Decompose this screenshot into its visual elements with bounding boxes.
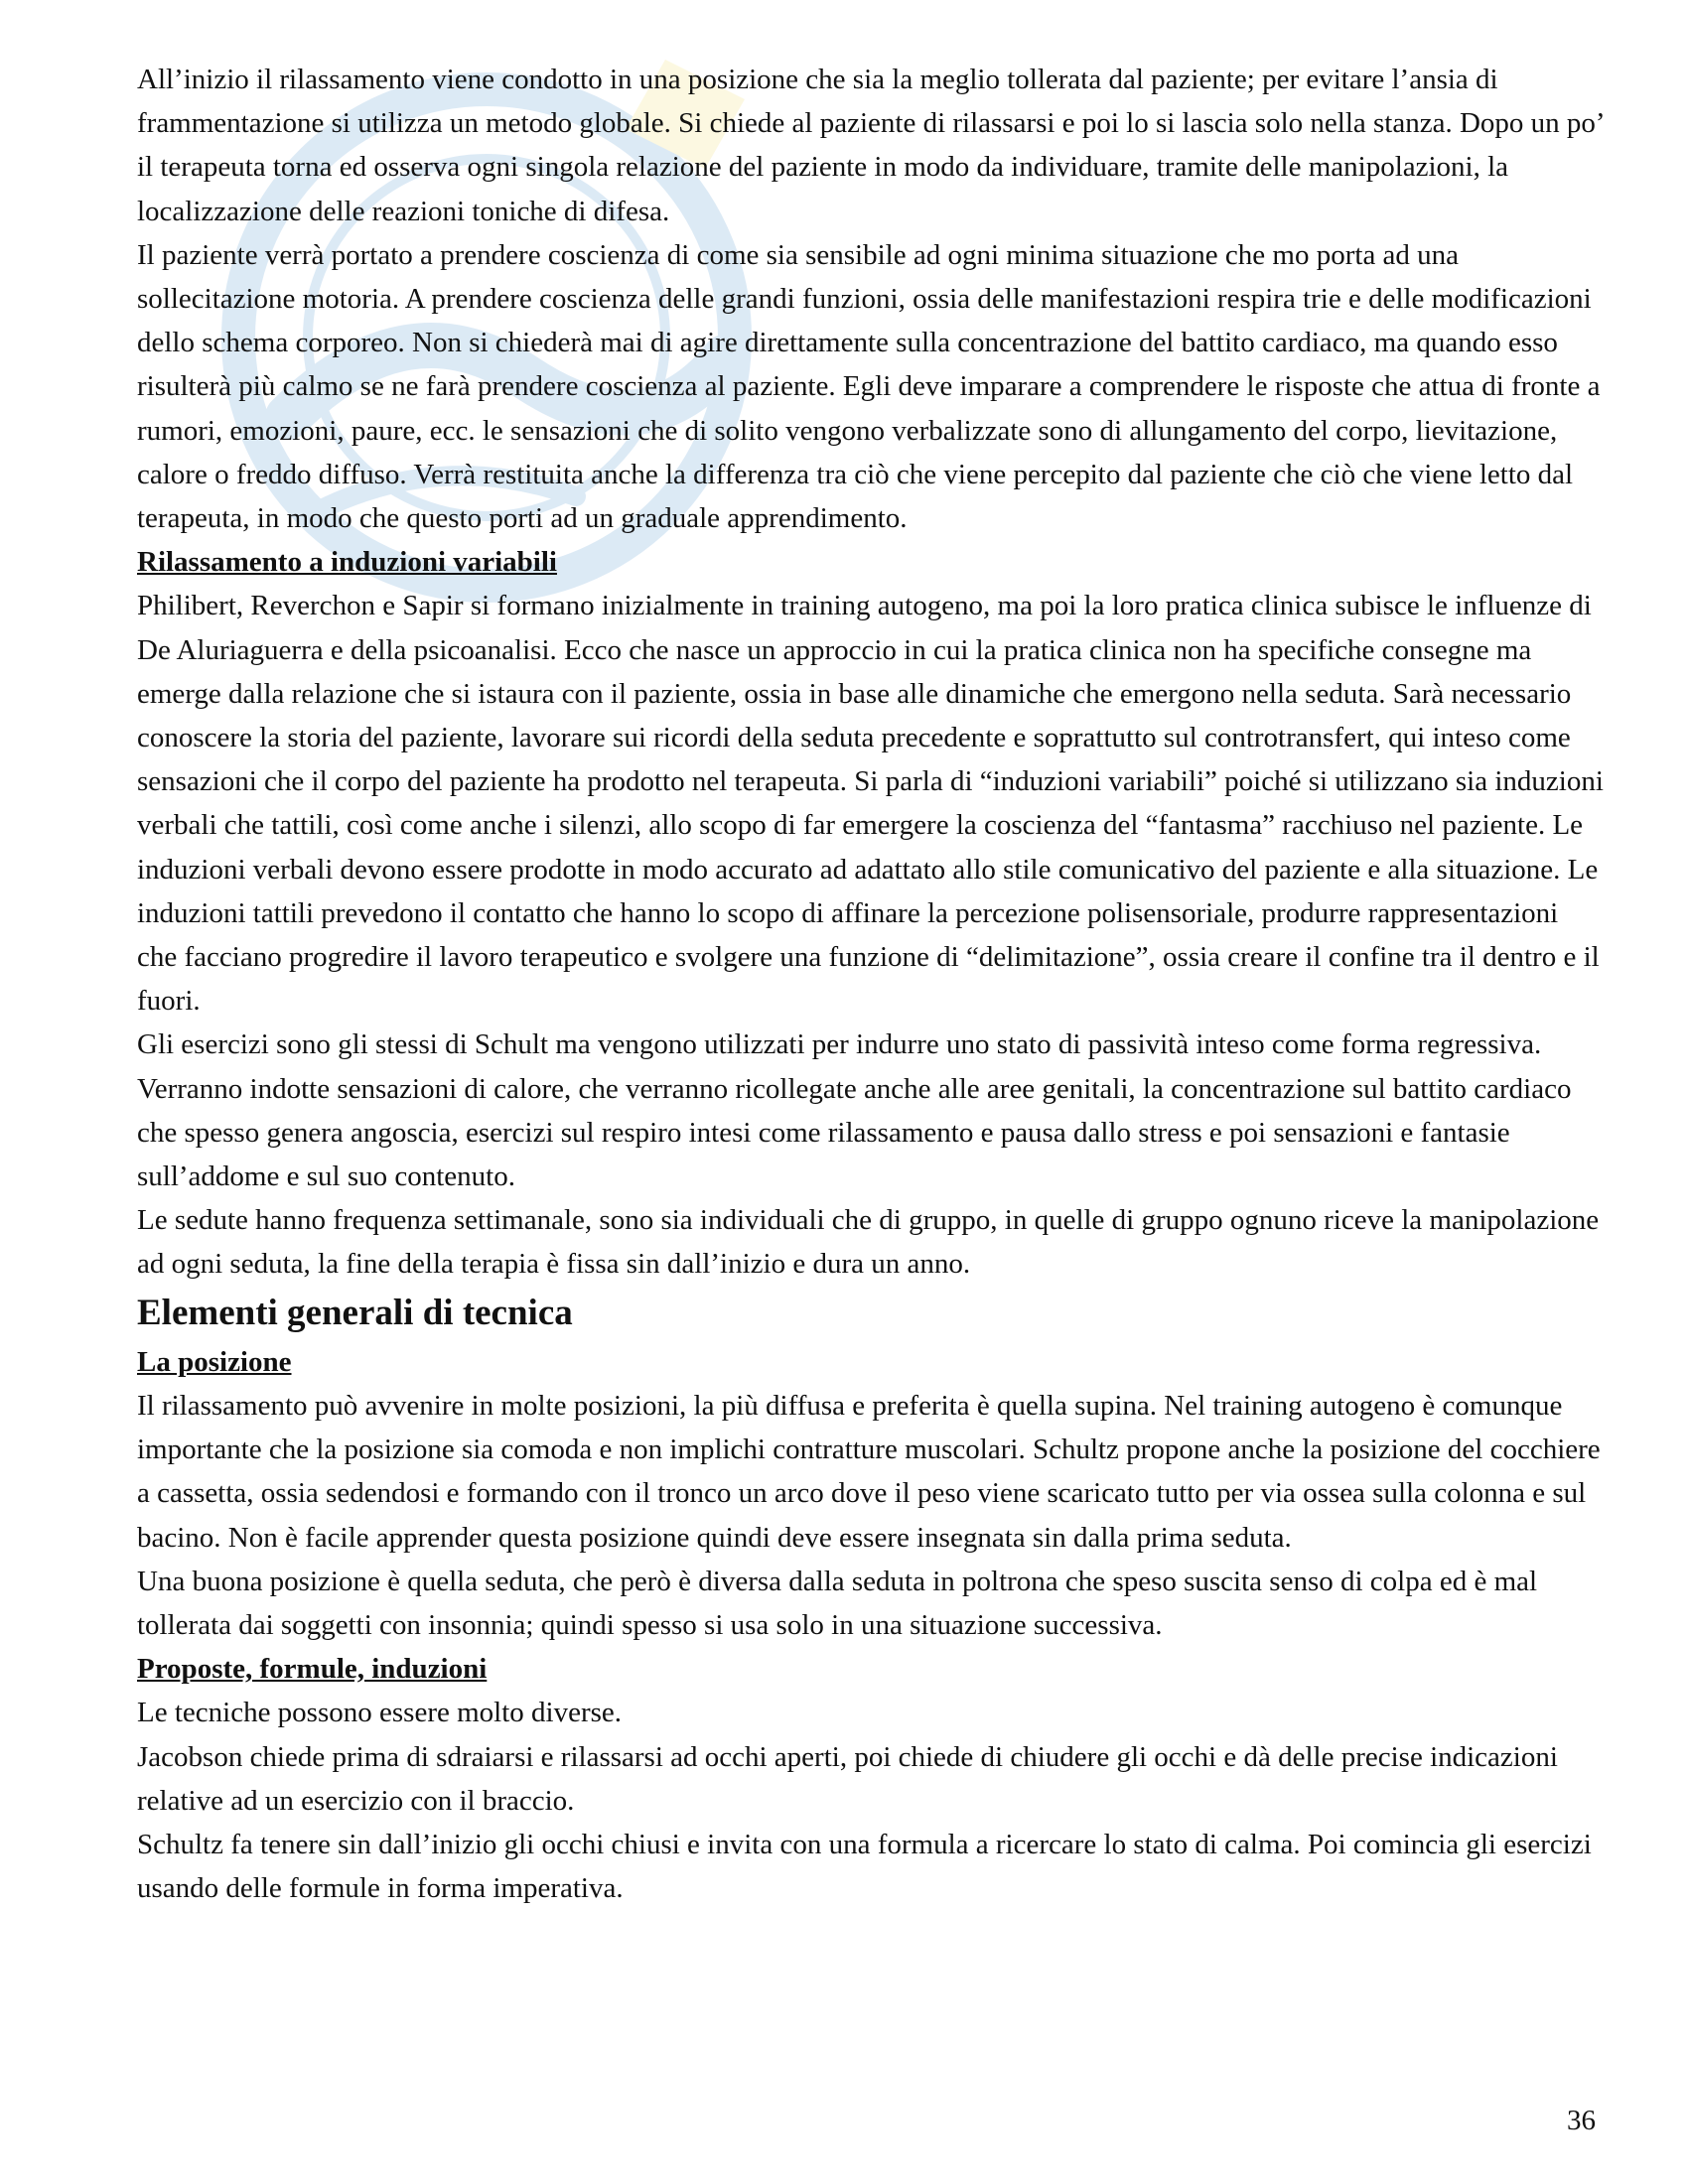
subheading-induzioni-variabili: Rilassamento a induzioni variabili (137, 546, 557, 579)
page-number: 36 (1567, 2105, 1596, 2136)
document-body (137, 58, 1605, 1910)
paragraph-posizioni: Il rilassamento può avvenire in molte posizioni, la più diffusa e preferita è quella supina. Nel training autogeno è comunque importante che la posizione sia comoda e non implichi contratture muscolari. Schultz propone anche la posizione del cocchiere a cassetta, ossia sedendosi e formando con il tronco un arco dove il peso viene scaricato tutto per via ossea sulla colonna e sul bacino. Non è facile apprender questa posizione quindi deve essere insegnata sin dalla prima seduta. (137, 1389, 1601, 1554)
paragraph-rilassamento-globale: All’inizio il rilassamento viene condotto in una posizione che sia la meglio tollerata dal paziente; per evitare l’ansia di frammentazione si utilizza un metodo globale. Si chiede al paziente di rilassarsi e poi lo si lascia solo nella stanza. Dopo un po’ il terapeuta torna ed osserva ogni singola relazione del paziente in modo da individuare, tramite delle manipolazioni, la localizzazione delle reazioni toniche di difesa. (137, 64, 1604, 227)
paragraph-frequenza-sedute: Le sedute hanno frequenza settimanale, sono sia individuali che di gruppo, in quelle di gruppo ognuno riceve la manipolazione ad ogni seduta, la fine della terapia è fissa sin dall’inizio e dura un anno. (137, 1204, 1600, 1281)
section-heading-elementi-tecnica: Elementi generali di tecnica (137, 1292, 573, 1333)
paragraph-philibert-reverchon-sapir: Philibert, Reverchon e Sapir si formano inizialmente in training autogeno, ma poi la loro pratica clinica subisce le influenze di De Aluriaguerra e della psicoanalisi. Ecco che nasce un approccio in cui la pratica clinica non ha specifiche consegne ma emerge dalla relazione che si istaura con il paziente, ossia in base alle dinamiche che emergono nella seduta. Sarà necessario conoscere la storia del paziente, lavorare sui ricordi della seduta precedente e soprattutto sul controtransfert, qui inteso come sensazioni che il corpo del paziente ha prodotto nel terapeuta. Si parla di “induzioni variabili” poiché si utilizzano sia induzioni verbali che tattili, così come anche i silenzi, allo scopo di far emergere la coscienza del “fantasma” racchiuso nel paziente. Le induzioni verbali devono essere prodotte in modo accurato ad adattato allo stile comunicativo del paziente e alla situazione. Le induzioni tattili prevedono il contatto che hanno lo scopo di affinare la percezione polisensoriale, produrre rappresentazioni che facciano progredire il lavoro terapeutico e svolgere una funzione di “delimitazione”, ossia creare il confine tra il dentro e il fuori. (137, 590, 1604, 1018)
paragraph-esercizi-schultz: Gli esercizi sono gli stessi di Schult ma vengono utilizzati per indurre uno stato di passività inteso come forma regressiva. Verranno indotte sensazioni di calore, che verranno ricollegate anche alle aree genitali, la concentrazione sul battito cardiaco che spesso genera angoscia, esercizi sul respiro intesi come rilassamento e pausa dallo stress e poi sensazioni e fantasie sull’addome e sul suo contenuto. (137, 1028, 1572, 1193)
paragraph-tecniche-diverse: Le tecniche possono essere molto diverse. (137, 1697, 623, 1729)
paragraph-posizione-seduta: Una buona posizione è quella seduta, che però è diversa dalla seduta in poltrona che speso suscita senso di colpa ed è mal tollerata dai soggetti con insonnia; quindi spesso si usa solo in una situazione successiva. (137, 1565, 1538, 1641)
subheading-proposte-formule: Proposte, formule, induzioni (137, 1653, 488, 1686)
paragraph-jacobson: Jacobson chiede prima di sdraiarsi e rilassarsi ad occhi aperti, poi chiede di chiudere gli occhi e dà delle precise indicazioni relative ad un esercizio con il braccio. (137, 1740, 1558, 1817)
paragraph-schultz-formule: Schultz fa tenere sin dall’inizio gli occhi chiusi e invita con una formula a ricercare lo stato di calma. Poi comincia gli esercizi usando delle formule in forma imperativa. (137, 1828, 1592, 1905)
subheading-posizione: La posizione (137, 1345, 292, 1378)
paragraph-presa-di-coscienza: Il paziente verrà portato a prendere coscienza di come sia sensibile ad ogni minima situazione che mo porta ad una sollecitazione motoria. A prendere coscienza delle grandi funzioni, ossia delle manifestazioni respira trie e delle modificazioni dello schema corporeo. Non si chiederà mai di agire direttamente sulla concentrazione del battito cardiaco, ma quando esso risulterà più calmo se ne farà prendere coscienza al paziente. Egli deve imparare a comprendere le risposte che attua di fronte a rumori, emozioni, paure, ecc. le sensazioni che di solito vengono verbalizzate sono di allungamento del corpo, lievitazione, calore o freddo diffuso. Verrà restituita anche la differenza tra ciò che viene percepito dal paziente che ciò che viene letto dal terapeuta, in modo che questo porti ad un graduale apprendimento. (137, 238, 1601, 535)
